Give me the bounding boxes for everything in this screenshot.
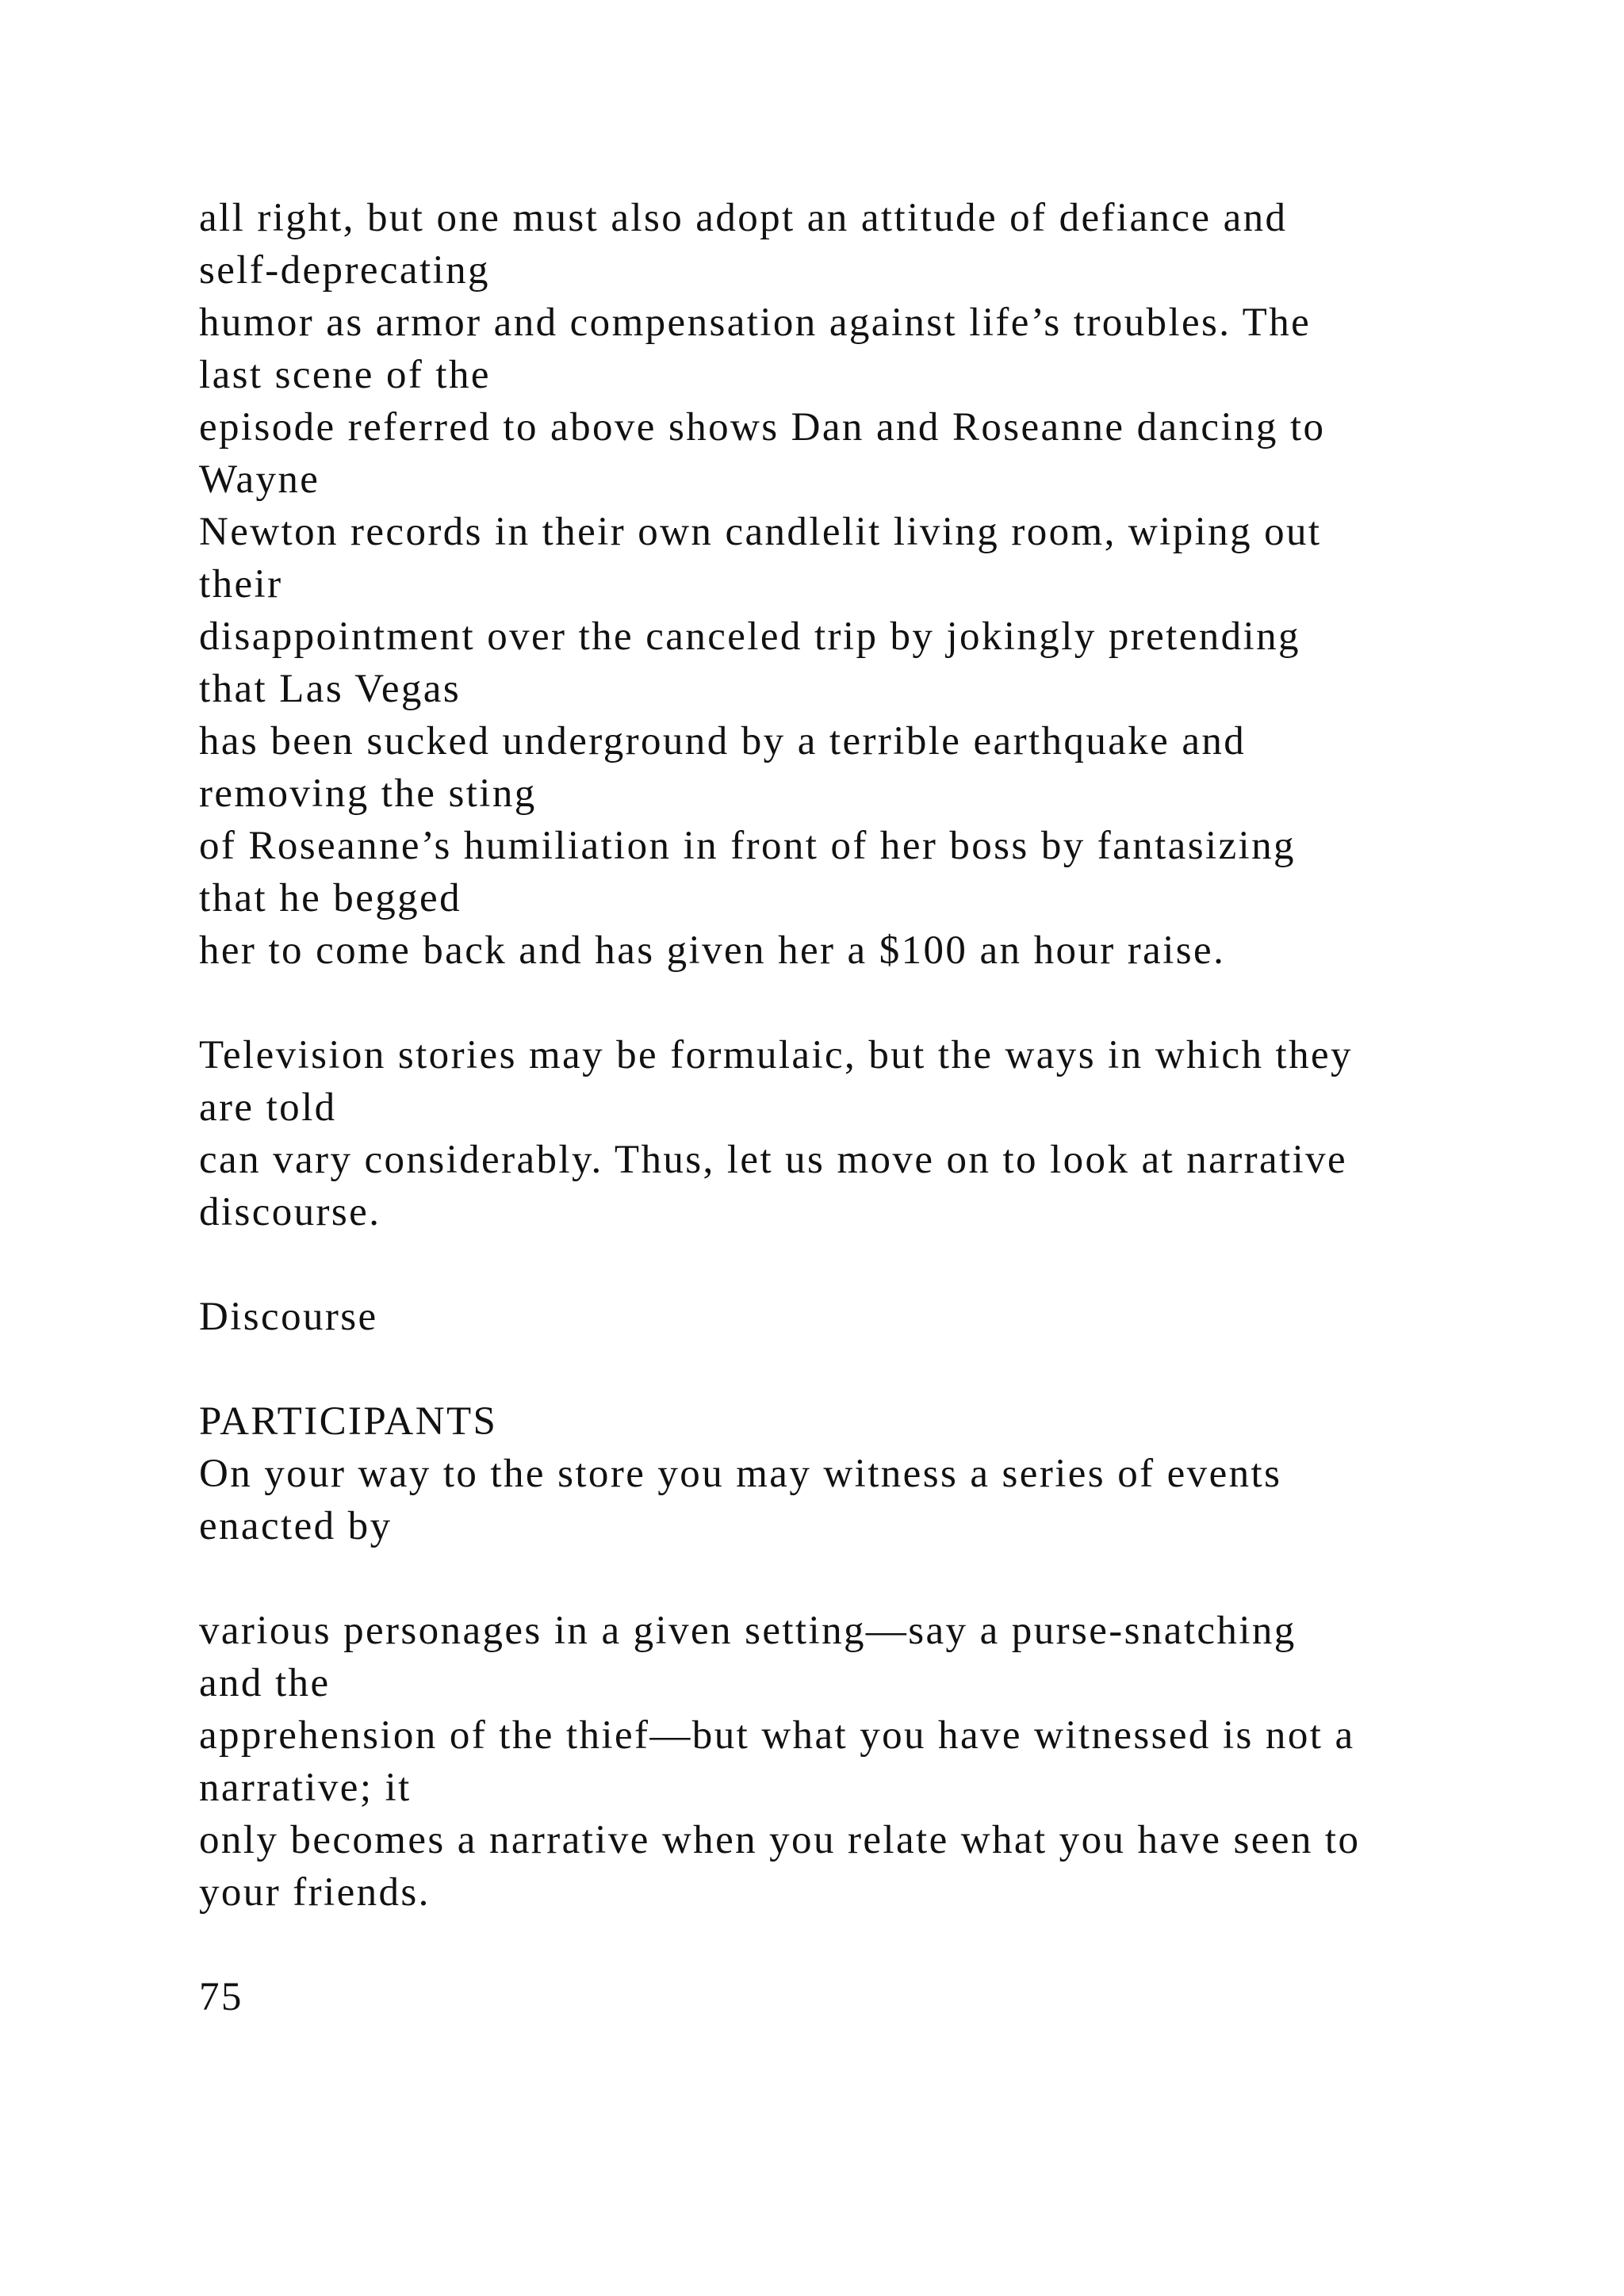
subsection-heading: PARTICIPANTS: [199, 1399, 498, 1444]
text-line: that he begged: [199, 876, 462, 920]
text-line: their: [199, 562, 283, 607]
text-line: narrative; it: [199, 1766, 412, 1810]
section-heading: Discourse: [199, 1295, 378, 1339]
text-line: self-deprecating: [199, 248, 490, 293]
paragraph-gap: [199, 977, 1547, 1029]
paragraph-gap: [199, 1552, 1547, 1605]
text-line: all right, but one must also adopt an attitude of defiance and: [199, 196, 1288, 240]
text-line: Television stories may be formulaic, but the ways in which they: [199, 1033, 1353, 1077]
page-number: 75: [199, 1975, 243, 2019]
text-line: last scene of the: [199, 353, 491, 397]
text-line: Wayne: [199, 457, 320, 502]
paragraph-gap: [199, 1919, 1547, 1971]
text-line: discourse.: [199, 1190, 381, 1234]
text-line: disappointment over the canceled trip by jokingly pretending: [199, 614, 1300, 659]
text-line: various personages in a given setting—say a purse-snatching: [199, 1609, 1297, 1653]
text-line: her to come back and has given her a $100 an hour raise.: [199, 928, 1226, 973]
text-line: episode referred to above shows Dan and Roseanne dancing to: [199, 405, 1326, 450]
paragraph-gap: [199, 1343, 1547, 1395]
text-line: On your way to the store you may witness a series of events: [199, 1452, 1282, 1496]
text-line: removing the sting: [199, 771, 537, 816]
body-text: [199, 192, 1547, 2023]
text-line: your friends.: [199, 1870, 431, 1915]
text-line: has been sucked underground by a terrible earthquake and: [199, 719, 1247, 763]
paragraph-gap: [199, 1238, 1547, 1291]
text-line: humor as armor and compensation against life’s troubles. The: [199, 300, 1312, 345]
text-line: that Las Vegas: [199, 667, 462, 711]
text-line: enacted by: [199, 1504, 393, 1548]
text-line: and the: [199, 1661, 331, 1705]
text-line: can vary considerably. Thus, let us move on to look at narrative: [199, 1138, 1348, 1182]
text-line: only becomes a narrative when you relate what you have seen to: [199, 1818, 1361, 1862]
text-line: apprehension of the thief—but what you have witnessed is not a: [199, 1713, 1355, 1758]
text-line: Newton records in their own candlelit living room, wiping out: [199, 510, 1322, 554]
text-line: of Roseanne’s humiliation in front of her boss by fantasizing: [199, 824, 1296, 868]
text-line: are told: [199, 1085, 337, 1130]
